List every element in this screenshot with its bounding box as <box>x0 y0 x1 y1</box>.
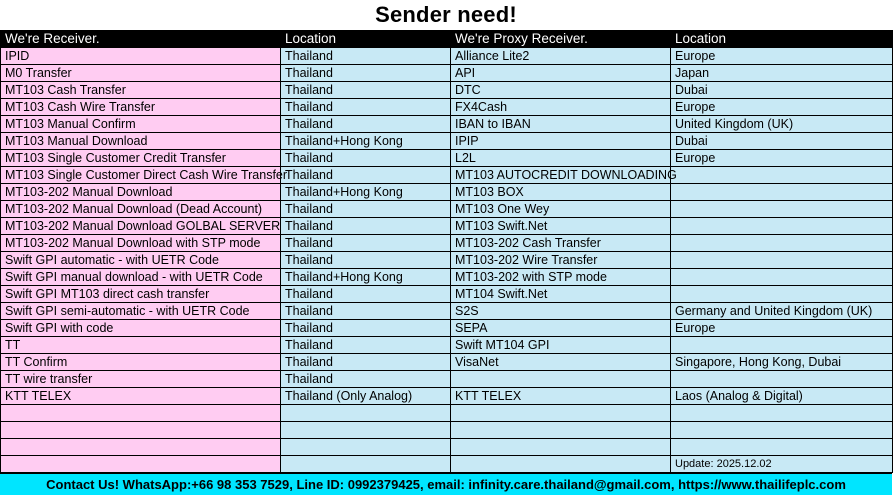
cell-proxy-receiver <box>451 371 671 388</box>
table-row <box>1 65 893 82</box>
cell-proxy-receiver: Swift MT104 GPI <box>451 337 671 354</box>
cell-location-2: Europe <box>671 150 893 167</box>
table-row <box>1 48 893 65</box>
cell-location-2 <box>671 184 893 201</box>
cell-location-2: United Kingdom (UK) <box>671 116 893 133</box>
cell-location-1: Thailand <box>281 48 451 65</box>
cell-location-2: Europe <box>671 320 893 337</box>
cell-location-1: Thailand <box>281 252 451 269</box>
table-row <box>1 252 893 269</box>
cell-location-1 <box>281 439 451 456</box>
cell-receiver: TT <box>1 337 281 354</box>
cell-proxy-receiver: IBAN to IBAN <box>451 116 671 133</box>
table-row <box>1 184 893 201</box>
cell-receiver: MT103-202 Manual Download <box>1 184 281 201</box>
cell-location-2 <box>671 337 893 354</box>
cell-location-1: Thailand <box>281 82 451 99</box>
cell-location-1: Thailand <box>281 99 451 116</box>
cell-proxy-receiver: MT103 BOX <box>451 184 671 201</box>
cell-location-2 <box>671 235 893 252</box>
column-header-receiver: We're Receiver. <box>1 31 281 48</box>
update-row <box>1 456 893 473</box>
cell-proxy-receiver: KTT TELEX <box>451 388 671 405</box>
cell-proxy-receiver: Alliance Lite2 <box>451 48 671 65</box>
cell-location-1: Thailand <box>281 150 451 167</box>
cell-location-1: Thailand+Hong Kong <box>281 184 451 201</box>
table-row <box>1 99 893 116</box>
cell-proxy-receiver <box>451 422 671 439</box>
cell-receiver: IPID <box>1 48 281 65</box>
cell-proxy-receiver: MT103 Swift.Net <box>451 218 671 235</box>
cell-proxy-receiver: MT103 AUTOCREDIT DOWNLOADING <box>451 167 671 184</box>
cell-location-1 <box>281 405 451 422</box>
cell-receiver: MT103 Cash Wire Transfer <box>1 99 281 116</box>
cell-receiver: Swift GPI MT103 direct cash transfer <box>1 286 281 303</box>
cell-proxy-receiver: MT103-202 with STP mode <box>451 269 671 286</box>
update-row-spacer <box>281 456 451 473</box>
cell-receiver: M0 Transfer <box>1 65 281 82</box>
cell-proxy-receiver: MT103-202 Cash Transfer <box>451 235 671 252</box>
cell-location-1: Thailand <box>281 65 451 82</box>
cell-location-1: Thailand+Hong Kong <box>281 133 451 150</box>
cell-location-2: Germany and United Kingdom (UK) <box>671 303 893 320</box>
table-row <box>1 439 893 456</box>
cell-receiver: MT103 Single Customer Credit Transfer <box>1 150 281 167</box>
table-row <box>1 201 893 218</box>
cell-proxy-receiver: VisaNet <box>451 354 671 371</box>
table-row <box>1 405 893 422</box>
cell-receiver: MT103-202 Manual Download (Dead Account) <box>1 201 281 218</box>
cell-location-2 <box>671 439 893 456</box>
cell-location-2 <box>671 201 893 218</box>
cell-receiver: Swift GPI semi-automatic - with UETR Code <box>1 303 281 320</box>
cell-location-1: Thailand <box>281 218 451 235</box>
table-header-row <box>1 31 893 48</box>
cell-receiver: TT wire transfer <box>1 371 281 388</box>
cell-receiver <box>1 439 281 456</box>
cell-proxy-receiver: MT103-202 Wire Transfer <box>451 252 671 269</box>
table-row <box>1 150 893 167</box>
column-header-location-2: Location <box>671 31 893 48</box>
cell-proxy-receiver: DTC <box>451 82 671 99</box>
cell-receiver: KTT TELEX <box>1 388 281 405</box>
table-row <box>1 269 893 286</box>
cell-location-1: Thailand <box>281 235 451 252</box>
cell-location-2: Singapore, Hong Kong, Dubai <box>671 354 893 371</box>
cell-location-2: Dubai <box>671 133 893 150</box>
cell-receiver: Swift GPI with code <box>1 320 281 337</box>
cell-location-1: Thailand <box>281 303 451 320</box>
cell-receiver: MT103-202 Manual Download GOLBAL SERVER <box>1 218 281 235</box>
table-body <box>1 48 893 473</box>
table-row <box>1 320 893 337</box>
cell-location-2 <box>671 286 893 303</box>
table-row <box>1 116 893 133</box>
cell-proxy-receiver: SEPA <box>451 320 671 337</box>
cell-location-2: Dubai <box>671 82 893 99</box>
cell-receiver: TT Confirm <box>1 354 281 371</box>
cell-location-1: Thailand <box>281 201 451 218</box>
cell-location-2 <box>671 218 893 235</box>
cell-receiver: Swift GPI automatic - with UETR Code <box>1 252 281 269</box>
table-row <box>1 303 893 320</box>
cell-location-1: Thailand <box>281 116 451 133</box>
page-title: Sender need! <box>0 0 892 30</box>
cell-receiver: MT103 Manual Confirm <box>1 116 281 133</box>
cell-receiver: MT103 Single Customer Direct Cash Wire Transfer <box>1 167 281 184</box>
cell-receiver <box>1 422 281 439</box>
cell-location-1: Thailand <box>281 371 451 388</box>
cell-location-2: Japan <box>671 65 893 82</box>
table-row <box>1 422 893 439</box>
column-header-location-1: Location <box>281 31 451 48</box>
cell-location-2 <box>671 405 893 422</box>
table-row <box>1 371 893 388</box>
cell-proxy-receiver: S2S <box>451 303 671 320</box>
update-row-spacer <box>451 456 671 473</box>
cell-location-1: Thailand <box>281 167 451 184</box>
contact-footer[interactable]: Contact Us! WhatsApp:+66 98 353 7529, Line ID: 0992379425, email: infinity.care.thailand@gmail.com, https://www.thailifeplc.com <box>0 473 892 495</box>
cell-proxy-receiver: API <box>451 65 671 82</box>
table-row <box>1 235 893 252</box>
table-row <box>1 354 893 371</box>
cell-location-1: Thailand <box>281 337 451 354</box>
cell-receiver: MT103 Cash Transfer <box>1 82 281 99</box>
cell-location-1 <box>281 422 451 439</box>
table-row <box>1 337 893 354</box>
cell-location-2 <box>671 269 893 286</box>
cell-location-2 <box>671 371 893 388</box>
sender-need-table <box>0 30 893 473</box>
update-timestamp: Update: 2025.12.02 <box>671 456 893 473</box>
table-row <box>1 388 893 405</box>
cell-location-1: Thailand <box>281 286 451 303</box>
column-header-proxy-receiver: We're Proxy Receiver. <box>451 31 671 48</box>
cell-receiver: MT103-202 Manual Download with STP mode <box>1 235 281 252</box>
cell-location-1: Thailand <box>281 320 451 337</box>
table-row <box>1 133 893 150</box>
cell-location-2 <box>671 252 893 269</box>
cell-location-2: Europe <box>671 99 893 116</box>
cell-location-2: Europe <box>671 48 893 65</box>
cell-location-2: Laos (Analog & Digital) <box>671 388 893 405</box>
cell-proxy-receiver <box>451 439 671 456</box>
table-row <box>1 286 893 303</box>
table-row <box>1 167 893 184</box>
table-row <box>1 218 893 235</box>
cell-location-2 <box>671 422 893 439</box>
table-row <box>1 82 893 99</box>
cell-proxy-receiver: FX4Cash <box>451 99 671 116</box>
update-row-spacer <box>1 456 281 473</box>
cell-receiver <box>1 405 281 422</box>
cell-proxy-receiver: MT104 Swift.Net <box>451 286 671 303</box>
cell-location-1: Thailand+Hong Kong <box>281 269 451 286</box>
cell-location-1: Thailand <box>281 354 451 371</box>
cell-proxy-receiver: IPIP <box>451 133 671 150</box>
cell-location-1: Thailand (Only Analog) <box>281 388 451 405</box>
cell-proxy-receiver <box>451 405 671 422</box>
cell-receiver: Swift GPI manual download - with UETR Code <box>1 269 281 286</box>
cell-proxy-receiver: L2L <box>451 150 671 167</box>
cell-receiver: MT103 Manual Download <box>1 133 281 150</box>
cell-proxy-receiver: MT103 One Wey <box>451 201 671 218</box>
cell-location-2 <box>671 167 893 184</box>
